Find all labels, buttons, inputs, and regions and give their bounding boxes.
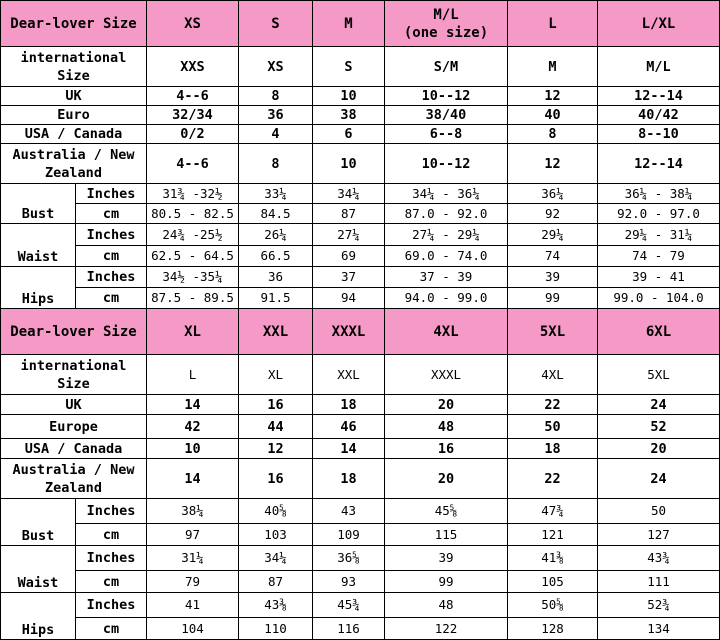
bottom-bust-cm-cell-3: 109: [313, 524, 385, 546]
unit-label-cm: cm: [76, 288, 147, 309]
row-bottom-bust-cm: [1, 524, 720, 546]
unit-label-inches: Inches: [76, 593, 147, 618]
bottom-uk-cell-2: 16: [239, 395, 313, 415]
top-bust-inches-cell-1: 31¾ -32½: [147, 184, 239, 204]
top-international-cell-4: S/M: [385, 47, 508, 87]
bottom-hips-cm-cell-5: 128: [508, 618, 598, 640]
bottom-bust-inches-cell-4: 45⅝: [385, 499, 508, 524]
bottom-uk-cell-4: 20: [385, 395, 508, 415]
top-hips-inches-cell-1: 34½ -35¼: [147, 267, 239, 288]
bottom-waist-cm-cell-2: 87: [239, 571, 313, 593]
bottom-hips-cm-cell-6: 134: [598, 618, 720, 640]
bottom-hips-inches-cell-1: 41: [147, 593, 239, 618]
bottom-bust-cm-cell-5: 121: [508, 524, 598, 546]
bottom-bust-cm-cell-6: 127: [598, 524, 720, 546]
top-bust-inches-cell-3: 34¼: [313, 184, 385, 204]
size-header-label: S: [271, 15, 280, 32]
top-waist-inches-cell-2: 26¼: [239, 224, 313, 246]
top-international-cell-3: S: [313, 47, 385, 87]
unit-label-inches: Inches: [76, 184, 147, 204]
unit-label-inches: Inches: [76, 267, 147, 288]
bottom-hips-cm-cell-4: 122: [385, 618, 508, 640]
row-top-aus: [1, 144, 720, 184]
size-header-sublabel: (one size): [403, 24, 489, 41]
row-top-bust-cm: [1, 204, 720, 224]
unit-label-inches: Inches: [76, 499, 147, 524]
bottom-uk-cell-6: 24: [598, 395, 720, 415]
row-bottom-usa: [1, 439, 720, 459]
top-euro-cell-2: 36: [239, 106, 313, 125]
bottom-international-cell-3: XXL: [313, 355, 385, 395]
bottom-europe-cell-1: 42: [147, 415, 239, 439]
row-label-europe: Europe: [1, 415, 147, 439]
top-uk-cell-5: 12: [508, 87, 598, 106]
bottom-europe-cell-6: 52: [598, 415, 720, 439]
top-waist-inches-cell-4: 27¼ - 29¼: [385, 224, 508, 246]
bottom-europe-cell-5: 50: [508, 415, 598, 439]
bottom-bust-cm-cell-1: 97: [147, 524, 239, 546]
top-waist-cm-cell-4: 69.0 - 74.0: [385, 246, 508, 267]
top-international-cell-1: XXS: [147, 47, 239, 87]
bottom-bust-inches-cell-2: 40⅝: [239, 499, 313, 524]
bottom-hips-cm-cell-3: 116: [313, 618, 385, 640]
unit-label-cm: cm: [76, 246, 147, 267]
bottom-aus-cell-5: 22: [508, 459, 598, 499]
row-label-euro: Euro: [1, 106, 147, 125]
size-header-2: [239, 1, 313, 47]
bottom-hips-inches-cell-3: 45¾: [313, 593, 385, 618]
bottom-usa-cell-6: 20: [598, 439, 720, 459]
header-row-bottom: [1, 309, 720, 355]
bottom-bust-inches-cell-6: 50: [598, 499, 720, 524]
bottom-waist-inches-cell-5: 41⅜: [508, 546, 598, 571]
group-label-bust: Bust: [1, 184, 76, 224]
top-waist-cm-cell-5: 74: [508, 246, 598, 267]
group-label-hips: Hips: [1, 267, 76, 309]
bottom-bust-cm-cell-4: 115: [385, 524, 508, 546]
top-aus-cell-3: 10: [313, 144, 385, 184]
top-bust-cm-cell-5: 92: [508, 204, 598, 224]
top-aus-cell-2: 8: [239, 144, 313, 184]
row-bottom-uk: [1, 395, 720, 415]
top-hips-cm-cell-3: 94: [313, 288, 385, 309]
row-bottom-aus: [1, 459, 720, 499]
bottom-waist-cm-cell-6: 111: [598, 571, 720, 593]
bottom-aus-cell-6: 24: [598, 459, 720, 499]
top-usa-cell-4: 6--8: [385, 125, 508, 144]
row-top-waist-inches: [1, 224, 720, 246]
bottom-hips-inches-cell-5: 50⅝: [508, 593, 598, 618]
row-label-uk: UK: [1, 395, 147, 415]
top-waist-cm-cell-3: 69: [313, 246, 385, 267]
row-label-aus: Australia / New Zealand: [1, 144, 147, 184]
top-bust-inches-cell-5: 36¼: [508, 184, 598, 204]
bottom-waist-inches-cell-2: 34¼: [239, 546, 313, 571]
row-label-international: international Size: [1, 47, 147, 87]
top-bust-cm-cell-3: 87: [313, 204, 385, 224]
bottom-hips-inches-cell-4: 48: [385, 593, 508, 618]
bottom-waist-inches-cell-6: 43¾: [598, 546, 720, 571]
bottom-aus-cell-2: 16: [239, 459, 313, 499]
bottom-hips-cm-cell-1: 104: [147, 618, 239, 640]
top-bust-inches-cell-6: 36¼ - 38¼: [598, 184, 720, 204]
top-euro-cell-4: 38/40: [385, 106, 508, 125]
top-bust-cm-cell-6: 92.0 - 97.0: [598, 204, 720, 224]
group-label-waist: Waist: [1, 224, 76, 267]
row-label-aus: Australia / New Zealand: [1, 459, 147, 499]
size-header-4: [385, 1, 508, 47]
top-hips-cm-cell-2: 91.5: [239, 288, 313, 309]
top-uk-cell-1: 4--6: [147, 87, 239, 106]
unit-label-cm: cm: [76, 204, 147, 224]
top-waist-cm-cell-6: 74 - 79: [598, 246, 720, 267]
top-waist-cm-cell-2: 66.5: [239, 246, 313, 267]
top-international-cell-2: XS: [239, 47, 313, 87]
bottom-waist-cm-cell-1: 79: [147, 571, 239, 593]
bottom-uk-cell-1: 14: [147, 395, 239, 415]
bottom-usa-cell-5: 18: [508, 439, 598, 459]
row-top-international: [1, 47, 720, 87]
bottom-aus-cell-3: 18: [313, 459, 385, 499]
top-bust-inches-cell-4: 34¼ - 36¼: [385, 184, 508, 204]
row-top-waist-cm: [1, 246, 720, 267]
top-waist-inches-cell-3: 27¼: [313, 224, 385, 246]
bottom-bust-inches-cell-3: 43: [313, 499, 385, 524]
row-bottom-hips-inches: [1, 593, 720, 618]
top-waist-inches-cell-6: 29¼ - 31¼: [598, 224, 720, 246]
top-euro-cell-6: 40/42: [598, 106, 720, 125]
bottom-aus-cell-4: 20: [385, 459, 508, 499]
top-usa-cell-5: 8: [508, 125, 598, 144]
bottom-international-cell-6: 5XL: [598, 355, 720, 395]
size-header-12: 6XL: [598, 309, 720, 355]
bottom-bust-inches-cell-1: 38¼: [147, 499, 239, 524]
top-hips-cm-cell-6: 99.0 - 104.0: [598, 288, 720, 309]
bottom-usa-cell-1: 10: [147, 439, 239, 459]
bottom-uk-cell-5: 22: [508, 395, 598, 415]
top-hips-cm-cell-4: 94.0 - 99.0: [385, 288, 508, 309]
top-waist-inches-cell-1: 24¾ -25½: [147, 224, 239, 246]
top-uk-cell-3: 10: [313, 87, 385, 106]
size-header-label: L: [548, 15, 557, 32]
row-label-usa: USA / Canada: [1, 125, 147, 144]
header-title-top: Dear-lover Size: [1, 1, 147, 47]
top-hips-inches-cell-5: 39: [508, 267, 598, 288]
group-label-bust: Bust: [1, 499, 76, 546]
bottom-aus-cell-1: 14: [147, 459, 239, 499]
top-hips-inches-cell-6: 39 - 41: [598, 267, 720, 288]
top-hips-cm-cell-1: 87.5 - 89.5: [147, 288, 239, 309]
unit-label-cm: cm: [76, 571, 147, 593]
top-waist-cm-cell-1: 62.5 - 64.5: [147, 246, 239, 267]
top-hips-inches-cell-3: 37: [313, 267, 385, 288]
size-header-9: XXXL: [313, 309, 385, 355]
size-header-label: M: [344, 15, 353, 32]
row-bottom-waist-inches: [1, 546, 720, 571]
size-header-7: XL: [147, 309, 239, 355]
row-bottom-international: [1, 355, 720, 395]
bottom-waist-cm-cell-4: 99: [385, 571, 508, 593]
size-header-11: 5XL: [508, 309, 598, 355]
size-header-label: XS: [184, 15, 201, 32]
top-bust-cm-cell-1: 80.5 - 82.5: [147, 204, 239, 224]
top-aus-cell-6: 12--14: [598, 144, 720, 184]
header-title-bottom: Dear-lover Size: [1, 309, 147, 355]
top-uk-cell-4: 10--12: [385, 87, 508, 106]
top-hips-inches-cell-4: 37 - 39: [385, 267, 508, 288]
size-header-label: M/L: [433, 6, 459, 23]
size-chart-body: [1, 1, 720, 640]
top-euro-cell-5: 40: [508, 106, 598, 125]
top-international-cell-6: M/L: [598, 47, 720, 87]
bottom-bust-inches-cell-5: 47¾: [508, 499, 598, 524]
unit-label-cm: cm: [76, 618, 147, 640]
header-row-top: [1, 1, 720, 47]
bottom-waist-inches-cell-3: 36⅝: [313, 546, 385, 571]
row-top-hips-inches: [1, 267, 720, 288]
top-euro-cell-3: 38: [313, 106, 385, 125]
top-uk-cell-2: 8: [239, 87, 313, 106]
bottom-europe-cell-3: 46: [313, 415, 385, 439]
top-aus-cell-1: 4--6: [147, 144, 239, 184]
top-usa-cell-3: 6: [313, 125, 385, 144]
size-header-5: [508, 1, 598, 47]
row-bottom-europe: [1, 415, 720, 439]
bottom-bust-cm-cell-2: 103: [239, 524, 313, 546]
top-international-cell-5: M: [508, 47, 598, 87]
bottom-usa-cell-2: 12: [239, 439, 313, 459]
bottom-europe-cell-4: 48: [385, 415, 508, 439]
bottom-hips-inches-cell-2: 43⅜: [239, 593, 313, 618]
size-header-1: [147, 1, 239, 47]
unit-label-inches: Inches: [76, 224, 147, 246]
unit-label-inches: Inches: [76, 546, 147, 571]
row-bottom-waist-cm: [1, 571, 720, 593]
row-bottom-bust-inches: [1, 499, 720, 524]
row-label-international: international Size: [1, 355, 147, 395]
top-usa-cell-1: 0/2: [147, 125, 239, 144]
bottom-usa-cell-3: 14: [313, 439, 385, 459]
top-euro-cell-1: 32/34: [147, 106, 239, 125]
bottom-uk-cell-3: 18: [313, 395, 385, 415]
top-bust-inches-cell-2: 33¼: [239, 184, 313, 204]
top-aus-cell-4: 10--12: [385, 144, 508, 184]
row-top-hips-cm: [1, 288, 720, 309]
row-top-bust-inches: [1, 184, 720, 204]
size-header-6: [598, 1, 720, 47]
top-bust-cm-cell-4: 87.0 - 92.0: [385, 204, 508, 224]
top-uk-cell-6: 12--14: [598, 87, 720, 106]
top-hips-cm-cell-5: 99: [508, 288, 598, 309]
bottom-hips-cm-cell-2: 110: [239, 618, 313, 640]
bottom-waist-inches-cell-4: 39: [385, 546, 508, 571]
top-waist-inches-cell-5: 29¼: [508, 224, 598, 246]
bottom-international-cell-4: XXXL: [385, 355, 508, 395]
bottom-international-cell-1: L: [147, 355, 239, 395]
top-aus-cell-5: 12: [508, 144, 598, 184]
bottom-usa-cell-4: 16: [385, 439, 508, 459]
group-label-hips: Hips: [1, 593, 76, 640]
top-bust-cm-cell-2: 84.5: [239, 204, 313, 224]
row-top-euro: [1, 106, 720, 125]
group-label-waist: Waist: [1, 546, 76, 593]
row-top-usa: [1, 125, 720, 144]
size-header-8: XXL: [239, 309, 313, 355]
bottom-hips-inches-cell-6: 52¾: [598, 593, 720, 618]
row-top-uk: [1, 87, 720, 106]
top-usa-cell-2: 4: [239, 125, 313, 144]
row-label-uk: UK: [1, 87, 147, 106]
bottom-europe-cell-2: 44: [239, 415, 313, 439]
bottom-international-cell-2: XL: [239, 355, 313, 395]
unit-label-cm: cm: [76, 524, 147, 546]
top-hips-inches-cell-2: 36: [239, 267, 313, 288]
size-header-label: L/XL: [641, 15, 676, 32]
top-usa-cell-6: 8--10: [598, 125, 720, 144]
size-header-3: [313, 1, 385, 47]
row-label-usa: USA / Canada: [1, 439, 147, 459]
bottom-waist-cm-cell-3: 93: [313, 571, 385, 593]
bottom-international-cell-5: 4XL: [508, 355, 598, 395]
bottom-waist-inches-cell-1: 31¼: [147, 546, 239, 571]
row-bottom-hips-cm: [1, 618, 720, 640]
size-header-10: 4XL: [385, 309, 508, 355]
bottom-waist-cm-cell-5: 105: [508, 571, 598, 593]
